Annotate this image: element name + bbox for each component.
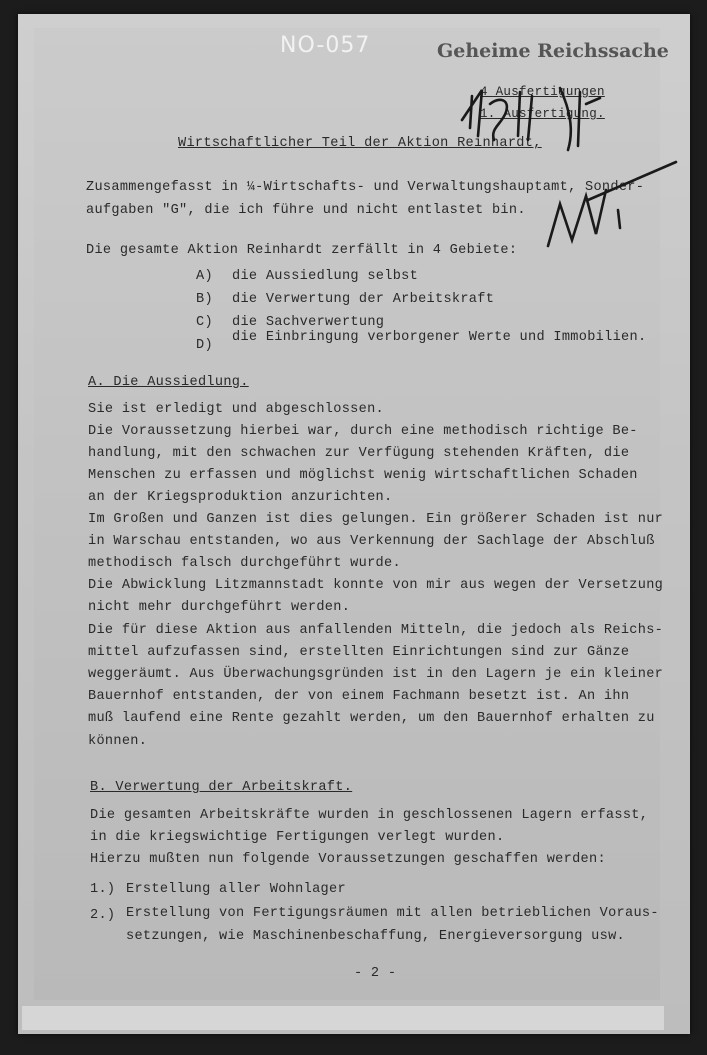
section-b-line: in die kriegswichtige Fertigungen verlegt wurden.	[90, 830, 505, 845]
copy-number: 1. Ausfertigung.	[480, 107, 605, 121]
lower-paper-strip	[22, 1006, 664, 1030]
section-a-line: Bauernhof entstanden, der von einem Fachmann besetzt ist. An ihn	[88, 689, 630, 704]
area-text: die Verwertung der Arbeitskraft	[232, 292, 495, 307]
area-text: die Aussiedlung selbst	[232, 269, 419, 284]
section-a-line: weggeräumt. Aus Überwachungsgründen ist in den Lagern je ein kleiner	[88, 667, 664, 682]
section-a-line: Die Voraussetzung hierbei war, durch eine methodisch richtige Be-	[88, 424, 638, 439]
section-a-line: Sie ist erledigt und abgeschlossen.	[88, 402, 385, 417]
section-a-line: nicht mehr durchgeführt werden.	[88, 600, 351, 615]
section-b-line: Hierzu mußten nun folgende Voraussetzungen geschaffen werden:	[90, 852, 606, 867]
section-a-line: muß laufend eine Rente gezahlt werden, um den Bauernhof erhalten zu	[88, 711, 655, 726]
section-a-line: Menschen zu erfassen und möglichst wenig wirtschaftlichen Schaden	[88, 468, 638, 483]
area-letter: C)	[196, 315, 213, 330]
section-b-heading: B. Verwertung der Arbeitskraft.	[90, 780, 353, 795]
section-a-heading: A. Die Aussiedlung.	[88, 375, 249, 390]
area-text: die Einbringung verborgener Werte und Immobilien.	[232, 330, 647, 345]
document-number: NO-057	[280, 33, 371, 58]
area-text: die Sachverwertung	[232, 315, 385, 330]
area-letter: D)	[196, 338, 213, 353]
list-number: 2.)	[90, 908, 116, 923]
section-a-line: Die Abwicklung Litzmannstadt konnte von mir aus wegen der Versetzung	[88, 578, 664, 593]
page-number: - 2 -	[354, 966, 397, 981]
area-letter: A)	[196, 269, 213, 284]
area-letter: B)	[196, 292, 213, 307]
copies-count: 4 Ausfertigungen	[480, 85, 605, 99]
section-a-line: an der Kriegsproduktion anzurichten.	[88, 490, 393, 505]
section-a-line: können.	[88, 734, 148, 749]
areas-intro: Die gesamte Aktion Reinhardt zerfällt in 4 Gebiete:	[86, 243, 518, 258]
section-a-line: Im Großen und Ganzen ist dies gelungen. Ein größerer Schaden ist nur	[88, 512, 664, 527]
classification-stamp: Geheime Reichssache	[437, 40, 669, 62]
document-title: Wirtschaftlicher Teil der Aktion Reinhardt,	[178, 136, 542, 151]
section-a-line: in Warschau entstanden, wo aus Verkennung der Sachlage der Abschluß	[88, 534, 655, 549]
list-item-text: Erstellung aller Wohnlager	[126, 882, 346, 897]
list-item-text: setzungen, wie Maschinenbeschaffung, Energieversorgung usw.	[126, 929, 625, 944]
section-a-line: methodisch falsch durchgeführt wurde.	[88, 556, 401, 571]
intro-line: Zusammengefasst in ¼-Wirtschafts- und Verwaltungshauptamt, Sonder-	[86, 180, 645, 195]
section-a-line: handlung, mit den schwachen zur Verfügung stehenden Kräften, die	[88, 446, 630, 461]
list-number: 1.)	[90, 882, 116, 897]
section-a-line: mittel aufzufassen sind, erstellten Einrichtungen sind zur Gänze	[88, 645, 630, 660]
section-a-line: Die für diese Aktion aus anfallenden Mitteln, die jedoch als Reichs-	[88, 623, 664, 638]
intro-line: aufgaben "G", die ich führe und nicht entlastet bin.	[86, 203, 526, 218]
section-b-line: Die gesamten Arbeitskräfte wurden in geschlossenen Lagern erfasst,	[90, 808, 649, 823]
list-item-text: Erstellung von Fertigungsräumen mit allen betrieblichen Voraus-	[126, 906, 659, 921]
